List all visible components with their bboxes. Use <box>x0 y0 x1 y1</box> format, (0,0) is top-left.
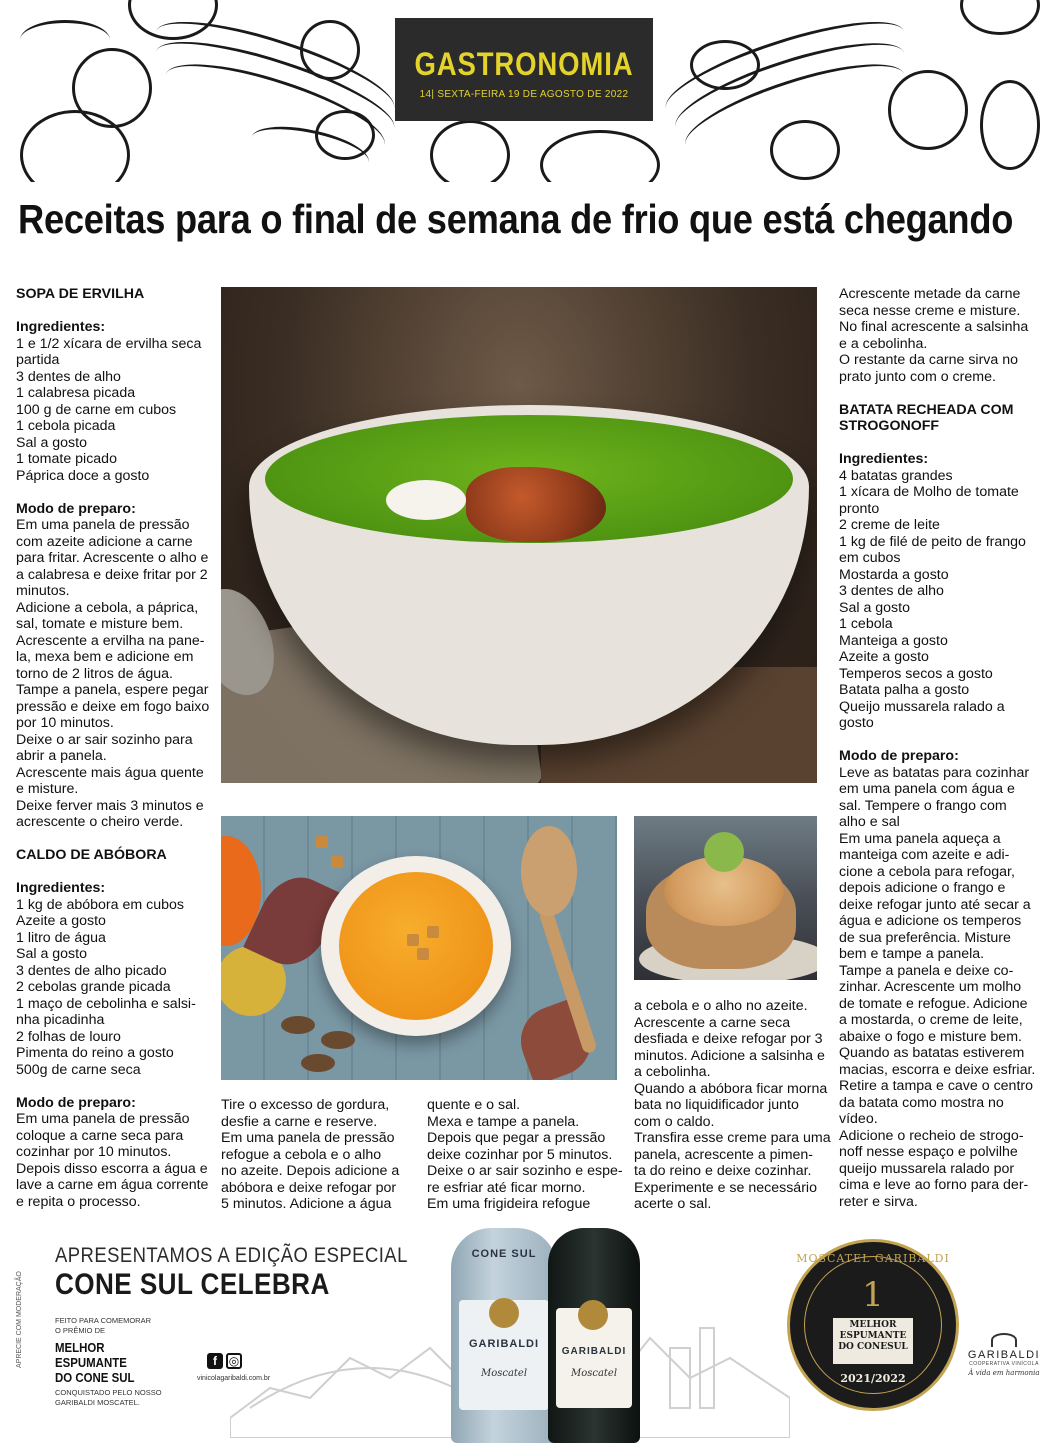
recipe-text-line: vídeo. <box>839 1111 878 1127</box>
recipe-text-line: quente e o sal. <box>427 1097 521 1113</box>
social-links <box>207 1352 245 1370</box>
recipe-text-line: 1 kg de abóbora em cubos <box>16 896 184 913</box>
recipe-text-line: 2 folhas de louro <box>16 1028 121 1045</box>
recipe-text-line: abaixe o fogo e misture bem. <box>839 1028 1022 1045</box>
recipe-text-line: 4 batatas grandes <box>839 467 953 484</box>
bottle-brand: GARIBALDI <box>468 1338 540 1350</box>
recipe-text-line: desfiada e deixe refogar por 3 <box>634 1031 823 1047</box>
recipe-heading: Ingredientes: <box>839 451 929 467</box>
recipe-text-line: re esfriar até ficar morno. <box>427 1179 586 1196</box>
recipe-text-line: em uma panela com água e <box>839 781 1015 797</box>
paragraph-gap <box>839 385 1049 402</box>
column-3 <box>427 1097 627 1213</box>
recipe-text-line: Mostarda a gosto <box>839 566 949 583</box>
bottle-top-text: CONE SUL <box>471 1248 537 1260</box>
recipe-text-line: pressão e deixe em fogo baixo <box>16 698 210 715</box>
recipe-text-line: cozinhar por 10 minutos. <box>16 1144 172 1160</box>
recipe-text-line: refogue a cebola e o alho <box>221 1146 382 1163</box>
section-title: GASTRONOMIA <box>414 46 634 82</box>
bottle-cone-sul <box>451 1228 557 1443</box>
paragraph-gap <box>16 1078 216 1095</box>
recipe-text-line: para fritar. Acrescente o alho e <box>16 550 209 566</box>
recipe-text-line: macias, escorra e deixe esfriar. <box>839 1061 1036 1078</box>
ad-caption: CONQUISTADO PELO NOSSO <box>55 1388 162 1397</box>
recipe-text-line: Sal a gosto <box>16 434 87 451</box>
paragraph-gap <box>16 831 216 848</box>
recipe-heading: CALDO DE ABÓBORA <box>16 847 167 863</box>
ad-title: APRESENTAMOS A EDIÇÃO ESPECIAL <box>55 1244 408 1267</box>
recipe-text-line: Tampe a panela, espere pegar <box>16 682 209 698</box>
recipe-text-line: Depois disso escorra a água e <box>16 1160 208 1177</box>
stuffed-potato-photo <box>634 816 817 980</box>
vegetable-sketch <box>960 0 1040 35</box>
recipe-text-line: panela, acrescente a pimen- <box>634 1146 814 1163</box>
award-line: ESPUMANTE <box>55 1355 127 1370</box>
bottle-label <box>459 1300 549 1410</box>
recipe-text-line: minutos. <box>16 583 70 599</box>
logo-tagline: À vida em harmonia <box>968 1369 1040 1377</box>
website-link[interactable]: vinicolagaribaldi.com.br <box>197 1375 271 1382</box>
recipe-text-line: sal. Tempere o frango com <box>839 797 1007 814</box>
advertisement <box>0 1228 1058 1443</box>
recipe-text-line: Sal a gosto <box>839 599 910 616</box>
recipe-text-line: no azeite. Depois adicione a <box>221 1163 400 1179</box>
recipe-text-line: coloque a carne seca para <box>16 1127 184 1144</box>
logo-subtitle: COOPERATIVA VINÍCOLA <box>969 1361 1039 1367</box>
recipe-text-line: 1 cebola <box>839 616 893 632</box>
paragraph-gap <box>839 732 1049 749</box>
recipe-text-line: sal, tomate e misture bem. <box>16 616 184 632</box>
column-4 <box>634 998 831 1213</box>
recipe-text-line: ta do reino e deixe cozinhar. <box>634 1163 812 1179</box>
garnish <box>704 832 744 872</box>
recipe-text-line: Transfira esse creme para uma <box>634 1130 831 1146</box>
recipe-text-line: 1 e 1/2 xícara de ervilha seca <box>16 335 202 352</box>
pumpkin-soup-photo <box>221 816 617 1080</box>
recipe-text-line: Adicione o recheio de strogo- <box>839 1127 1024 1144</box>
recipe-text-line: a mostarda, o creme de leite, <box>839 1012 1023 1028</box>
medal-year: 2021/2022 <box>840 1372 906 1385</box>
paragraph-gap <box>16 303 216 320</box>
medal-label-line: DO CONESUL <box>838 1342 908 1352</box>
recipe-text-line: 2 creme de leite <box>839 517 940 533</box>
recipe-text-line: bem e tampe a panela. <box>839 946 985 962</box>
recipe-text-line: Batata palha a gosto <box>839 682 970 698</box>
medal-label <box>833 1318 913 1364</box>
recipe-text-line: com azeite adicione a carne <box>16 533 193 550</box>
recipe-heading: SOPA DE ERVILHA <box>16 286 145 302</box>
paragraph-gap <box>16 484 216 501</box>
recipe-text-line: partida <box>16 352 60 368</box>
recipe-heading: Modo de preparo: <box>16 500 136 517</box>
logo-name: GARIBALDI <box>967 1349 1041 1361</box>
recipe-text-line: cima e leve ao forno para der- <box>839 1177 1029 1193</box>
column-2 <box>221 1097 421 1213</box>
recipe-text-line: 5 minutos. Adicione a água <box>221 1196 392 1212</box>
recipe-text-line: Experimente e se necessário <box>634 1179 817 1196</box>
page-headline: Receitas para o final de semana de frio que está chegando <box>18 196 1014 242</box>
recipe-text-line: deixe refogar junto até secar a <box>839 896 1031 913</box>
recipe-text-line: pronto <box>839 500 880 517</box>
recipe-text-line: Em uma panela de pressão <box>221 1130 395 1146</box>
issue-dateline: 14| SEXTA-FEIRA 19 DE AGOSTO DE 2022 <box>419 89 629 100</box>
pecan <box>301 1054 335 1072</box>
recipe-text-line: Acrescente a carne seca <box>634 1014 791 1031</box>
recipe-text-line: gosto <box>839 715 874 731</box>
recipe-text-line: Quando as batatas estiverem <box>839 1045 1025 1061</box>
recipe-text-line: cione a cebola para refogar, <box>839 863 1015 880</box>
ad-caption: FEITO PARA COMEMORAR <box>55 1316 151 1325</box>
ad-product-name: CONE SUL CELEBRA <box>55 1268 330 1301</box>
recipe-text-line: Deixe o ar sair sozinho para <box>16 731 193 748</box>
recipe-text-line: depois adicione o frango e <box>839 880 1006 896</box>
recipe-heading: STROGONOFF <box>839 418 940 434</box>
recipe-text-line: 1 tomate picado <box>16 451 117 467</box>
recipe-text-line: 3 dentes de alho <box>839 583 944 599</box>
award-medal <box>787 1239 959 1411</box>
recipe-text-line: queijo mussarela ralado por <box>839 1160 1015 1177</box>
recipe-text-line: Acrescente mais água quente <box>16 764 204 781</box>
recipe-text-line: Em uma panela de pressão <box>16 1111 190 1127</box>
vegetable-sketch <box>980 80 1040 170</box>
recipe-text-line: Em uma frigideira refogue <box>427 1196 591 1212</box>
pea-soup-photo <box>221 287 817 783</box>
recipe-text-line: Temperos secos a gosto <box>839 665 993 682</box>
recipe-text-line: abrir a panela. <box>16 748 107 764</box>
garibaldi-logo <box>964 1333 1044 1377</box>
seal-icon <box>489 1298 519 1328</box>
pecan <box>281 1016 315 1034</box>
recipe-heading: Ingredientes: <box>16 880 106 896</box>
recipe-text-line: acrescente o cheiro verde. <box>16 814 184 830</box>
crouton <box>417 948 429 960</box>
crouton <box>407 934 419 946</box>
recipe-text-line: Acrescente metade da carne <box>839 286 1021 302</box>
recipe-text-line: Pimenta do reino a gosto <box>16 1045 174 1061</box>
recipe-heading: Modo de preparo: <box>16 1094 136 1111</box>
recipe-text-line: Páprica doce a gosto <box>16 467 150 484</box>
award-title <box>55 1340 134 1385</box>
cream-dollop <box>386 480 466 520</box>
recipe-text-line: em cubos <box>839 550 901 566</box>
recipe-text-line: Azeite a gosto <box>839 649 929 665</box>
recipe-text-line: Mexa e tampe a panela. <box>427 1113 580 1130</box>
ad-caption: O PRÊMIO DE <box>55 1326 106 1335</box>
recipe-text-line: 100 g de carne em cubos <box>16 401 177 418</box>
recipe-text-line: Em uma panela aqueça a <box>839 830 1001 847</box>
bottle-variety: Moscatel <box>570 1368 618 1379</box>
recipe-text-line: de tomate e refogue. Adicione <box>839 995 1028 1012</box>
header-illustration <box>0 0 1058 182</box>
recipe-text-line: Manteiga a gosto <box>839 632 948 649</box>
bottle-brand: GARIBALDI <box>561 1346 627 1357</box>
recipe-text-line: prato junto com o creme. <box>839 368 996 385</box>
recipe-text-line: No final acrescente a salsinha <box>839 319 1029 335</box>
recipe-text-line: Retire a tampa e cave o centro <box>839 1078 1033 1094</box>
recipe-text-line: 3 dentes de alho picado <box>16 962 167 979</box>
recipe-text-line: Queijo mussarela ralado a <box>839 698 1005 715</box>
recipe-text-line: a cebola e o alho no azeite. <box>634 998 808 1014</box>
recipe-text-line: 500g de carne seca <box>16 1061 141 1078</box>
recipe-text-line: zinhar. Acrescente um molho <box>839 979 1022 995</box>
recipe-text-line: Quando a abóbora ficar morna <box>634 1080 828 1097</box>
medal-arc-text: MOSCATEL GARIBALDI <box>796 1252 950 1265</box>
crouton <box>331 856 343 868</box>
award-line: DO CONE SUL <box>55 1370 135 1385</box>
recipe-text-line: da batata como mostra no <box>839 1094 1004 1111</box>
recipe-text-line: reter e sirva. <box>839 1193 918 1210</box>
recipe-text-line: 1 calabresa picada <box>16 385 136 401</box>
recipe-text-line: e repita o processo. <box>16 1193 141 1210</box>
recipe-heading: Ingredientes: <box>16 319 106 335</box>
recipe-text-line: seca nesse creme e misture. <box>839 302 1021 319</box>
recipe-text-line: Azeite a gosto <box>16 913 106 929</box>
pumpkin-soup <box>339 872 493 1020</box>
paragraph-gap <box>839 435 1049 452</box>
pecan <box>321 1031 355 1049</box>
vegetable-sketch <box>430 120 510 182</box>
recipe-text-line: de sua preferência. Misture <box>839 929 1011 946</box>
recipe-text-line: acerte o sal. <box>634 1196 712 1212</box>
recipe-text-line: por 10 minutos. <box>16 715 114 731</box>
recipe-text-line: 3 dentes de alho <box>16 368 121 385</box>
recipe-text-line: a cebolinha. <box>634 1064 711 1080</box>
recipe-text-line: 1 litro de água <box>16 929 106 946</box>
recipe-text-line: Leve as batatas para cozinhar <box>839 764 1030 781</box>
recipe-text-line: a calabresa e deixe fritar por 2 <box>16 566 208 583</box>
recipe-text-line: Tampe a panela e deixe co- <box>839 962 1014 979</box>
award-line: MELHOR <box>55 1340 105 1355</box>
recipe-text-line: Acrescente a ervilha na pane- <box>16 632 205 649</box>
recipe-text-line: O restante da carne sirva no <box>839 352 1019 368</box>
recipe-text-line: e misture. <box>16 781 79 797</box>
ad-caption: GARIBALDI MOSCATEL. <box>55 1398 140 1407</box>
recipe-text-line: lave a carne em água corrente <box>16 1177 209 1193</box>
vegetable-sketch <box>540 130 660 182</box>
column-5 <box>839 286 1049 1210</box>
recipe-text-line: manteiga com azeite e adi- <box>839 847 1010 863</box>
recipe-text-line: abóbora e deixe refogar por <box>221 1179 397 1196</box>
recipe-heading: Modo de preparo: <box>839 748 959 764</box>
crouton <box>316 836 328 848</box>
recipe-text-line: 1 maço de cebolinha e salsi- <box>16 995 196 1012</box>
bottle-variety: Moscatel <box>480 1368 528 1379</box>
recipe-text-line: água e adicione os temperos <box>839 913 1022 929</box>
section-masthead <box>395 18 653 121</box>
recipe-text-line: Tire o excesso de gordura, <box>221 1097 390 1113</box>
recipe-text-line: torno de 2 litros de água. <box>16 665 173 682</box>
recipe-text-line: Sal a gosto <box>16 946 87 962</box>
recipe-text-line: bata no liquidificador junto <box>634 1097 799 1113</box>
bottle-moscatel <box>548 1228 640 1443</box>
recipe-text-line: minutos. Adicione a salsinha e <box>634 1047 825 1064</box>
facebook-icon[interactable]: f <box>207 1353 223 1369</box>
recipe-text-line: Deixe o ar sair sozinho e espe- <box>427 1163 623 1179</box>
instagram-icon[interactable]: ◎ <box>226 1353 242 1369</box>
recipe-text-line: la, mexa bem e adicione em <box>16 649 194 665</box>
recipe-text-line: Depois que pegar a pressão <box>427 1130 606 1146</box>
seal-icon <box>578 1300 608 1330</box>
recipe-text-line: Adicione a cebola, a páprica, <box>16 599 199 616</box>
recipe-text-line: 1 cebola picada <box>16 418 116 434</box>
responsibility-notice: APRECIE COM MODERAÇÃO <box>16 1271 23 1368</box>
recipe-text-line: 1 xícara de Molho de tomate <box>839 484 1019 500</box>
crouton <box>427 926 439 938</box>
wooden-spoon <box>521 826 577 916</box>
recipe-text-line: alho e sal <box>839 814 900 830</box>
bottle-label <box>556 1308 632 1408</box>
recipe-text-line: desfie a carne e reserve. <box>221 1113 378 1130</box>
logo-mark-icon <box>991 1333 1017 1347</box>
recipe-text-line: Deixe ferver mais 3 minutos e <box>16 797 204 814</box>
chili-sketch <box>20 20 110 60</box>
recipe-text-line: com o caldo. <box>634 1113 715 1130</box>
recipe-text-line: nha picadinha <box>16 1012 105 1028</box>
recipe-text-line: noff nesse espaço e polvilhe <box>839 1144 1018 1160</box>
medal-rank: 1 <box>862 1275 884 1315</box>
recipe-text-line: deixe cozinhar por 5 minutos. <box>427 1146 613 1163</box>
medal-label-line: MELHOR <box>849 1320 897 1330</box>
recipe-text-line: 1 kg de filé de peito de frango <box>839 533 1026 550</box>
recipe-text-line: e a cebolinha. <box>839 335 928 352</box>
recipe-text-line: 2 cebolas grande picada <box>16 979 171 995</box>
recipe-heading: BATATA RECHEADA COM <box>839 401 1014 418</box>
recipe-text-line: Em uma panela de pressão <box>16 517 190 533</box>
paragraph-gap <box>16 864 216 881</box>
column-1 <box>16 286 216 1210</box>
medal-label-line: ESPUMANTE <box>839 1331 907 1341</box>
